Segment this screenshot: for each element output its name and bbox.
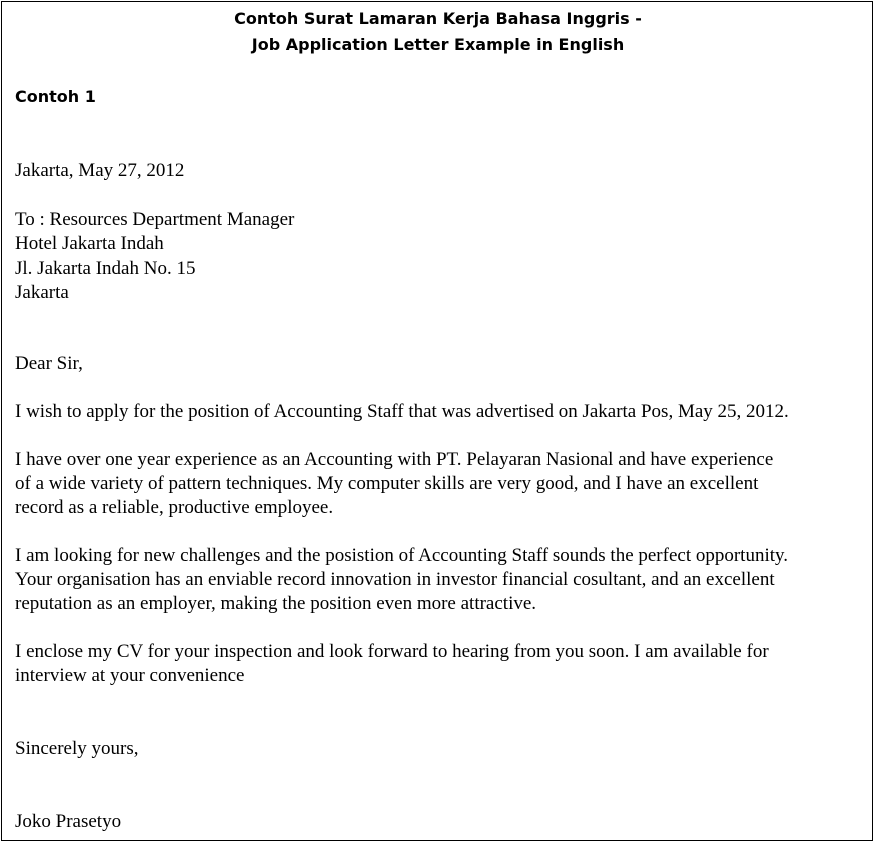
letter-date: Jakarta, May 27, 2012 — [15, 160, 185, 181]
paragraph-line: of a wide variety of pattern techniques. My computer skills are very good, and I have an excellent — [15, 473, 759, 494]
paragraph-line: interview at your convenience — [15, 665, 245, 686]
paragraph-line: I wish to apply for the position of Accounting Staff that was advertised on Jakarta Pos, May 25, 2012. — [15, 401, 789, 422]
paragraph-line: I am looking for new challenges and the posistion of Accounting Staff sounds the perfect opportunity. — [15, 545, 789, 566]
recipient-line: Hotel Jakarta Indah — [15, 233, 164, 254]
recipient-line: To : Resources Department Manager — [15, 209, 295, 230]
closing: Sincerely yours, — [15, 738, 139, 759]
paragraph-line: reputation as an employer, making the position even more attractive. — [15, 593, 537, 614]
example-label: Contoh 1 — [15, 87, 96, 106]
document-title-line-2: Job Application Letter Example in English — [251, 35, 625, 54]
recipient-line: Jakarta — [15, 282, 69, 303]
paragraph-line: I enclose my CV for your inspection and look forward to hearing from you soon. I am available for — [15, 641, 769, 662]
document-title-line-1: Contoh Surat Lamaran Kerja Bahasa Inggris - — [234, 9, 642, 28]
paragraph-line: record as a reliable, productive employee. — [15, 497, 334, 518]
paragraph-line: Your organisation has an enviable record innovation in investor financial cosultant, and an excellent — [15, 569, 775, 590]
signature-name: Joko Prasetyo — [15, 811, 122, 832]
salutation: Dear Sir, — [15, 353, 83, 374]
recipient-line: Jl. Jakarta Indah No. 15 — [15, 258, 196, 279]
paragraph-line: I have over one year experience as an Accounting with PT. Pelayaran Nasional and have experience — [15, 449, 774, 470]
